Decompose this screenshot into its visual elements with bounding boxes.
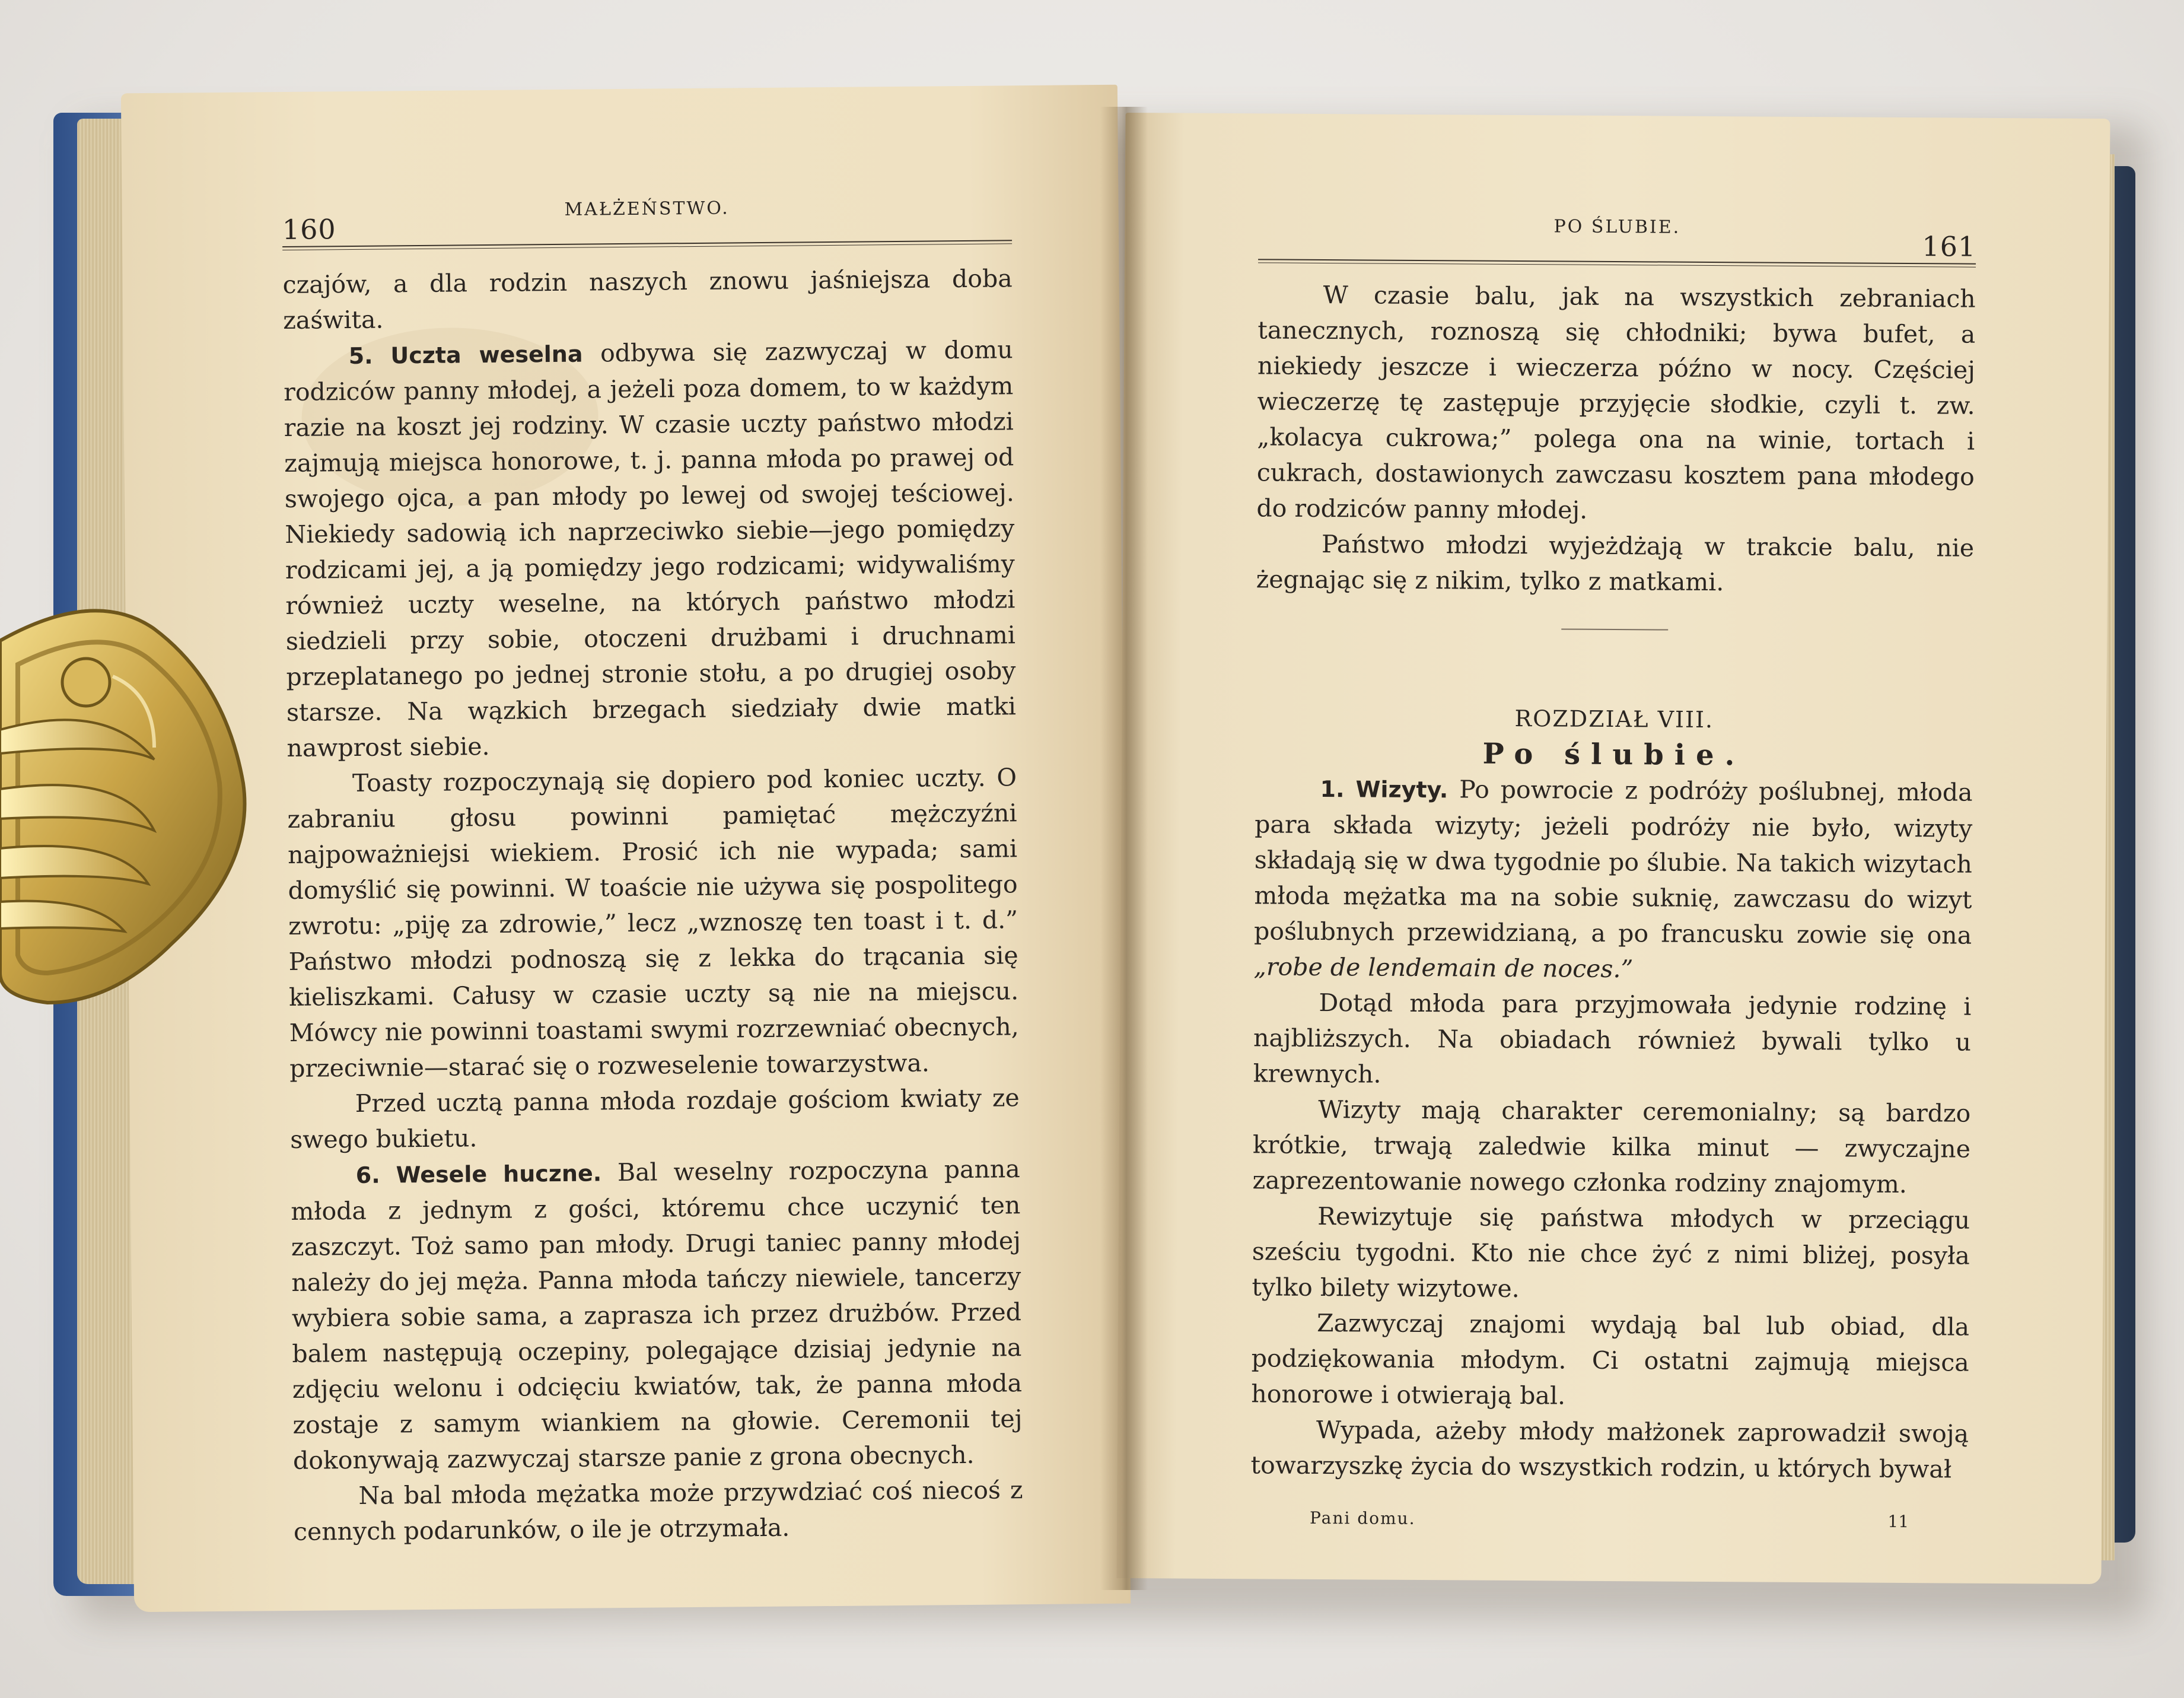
signature-mark: Pani domu. [1309, 1508, 1416, 1528]
section-lead: 1. Wizyty. [1320, 775, 1448, 803]
paragraph: Wizyty mają charakter ceremonialny; są bardzo krótkie, trwają zaledwie kilka minut — zwyczajne zaprezentowanie nowego członka rodziny znajomym. [1252, 1095, 1971, 1199]
left-page-header [282, 183, 1012, 261]
right-page [1116, 113, 2110, 1584]
italic-phrase: „robe de lendemain de noces.” [1253, 952, 1634, 984]
left-running-head: MAŁŻEŃSTWO. [564, 198, 730, 220]
paragraph: W czasie balu, jak na wszystkich zebraniach tanecznych, roznoszą się chłodniki; bywa bufet, a niekiedy jeszcze i wieczerza późno w nocy. Częściej wieczerzę tę zastępuje przyjęcie słodkie, czyli t. zw. „kolacya cukrowa;” polega ona na winie, tortach i cukrach, dostawionych zawczasu kosztem pana młodego do rodziców panny młodej. [1256, 280, 1976, 524]
signature-number: 11 [1887, 1511, 1909, 1532]
paragraph: Wypada, ażeby młody małżonek zaprowadził swoją towarzyszkę życia do wszystkich rodzin, u których bywał [1250, 1415, 1969, 1484]
left-page-body [282, 260, 1023, 1550]
left-page [121, 85, 1131, 1613]
page-footer [1250, 1508, 1968, 1547]
book-gutter [1100, 107, 1148, 1590]
paragraph: Dotąd młoda para przyjmowała jedynie rodzinę i najbliższych. Na obiadach również bywali tylko u krewnych. [1253, 988, 1972, 1089]
paragraph: czajów, a dla rodzin naszych znowu jaśniejsza doba zaświta. [282, 264, 1013, 335]
paragraph: 6. Wesele huczne. Bal weselny rozpoczyna panna młoda z jednym z gości, któremu chce uczynić ten zaszczyt. Toż samo pan młody. Drugi taniec panny młodej należy do jej męża. Panna młoda tańczy niewiele, tancerzy wybiera sobie sama, a zaprasza ich przez drużbów. Przed balem następują oczepiny, polegające dzisiaj jedynie na zdjęciu welonu i odcięciu kwiatów, tak, że panna młoda zostaje z samym wiankiem na głowie. Ceremonii tej dokonywają zazwyczaj starsze panie z grona obecnych. [291, 1155, 1023, 1475]
paragraph: Przed ucztą panna młoda rozdaje gościom kwiaty ze swego bukietu. [290, 1083, 1020, 1154]
right-page-body [1250, 276, 1975, 1487]
paragraph: 5. Uczta weselna odbywa się zazwyczaj w domu rodziców panny młodej, a jeżeli poza domem, to w każdym razie na koszt jej rodziny. W czasie uczty państwo młodzi zajmują miejsca honorowe, t. j. panna młoda po prawej od swojego ojca, a pan młody po lewej od swojej teściowej. Niekiedy sadowią ich naprzeciwko siebie—jego pomiędzy rodzicami jej, a ją pomiędzy jego rodzicami; widywaliśmy również uczty weselne, na których państwo młodzi siedzieli przy sobie, otoczeni drużbami i druchnami przeplatanego po jednej stronie stołu, a po drugiej osoby starsze. Na wązkich brzegach siedziały dwie matki nawprost siebie. [284, 335, 1017, 762]
paragraph: Toasty rozpoczynają się dopiero pod koniec uczty. O zabraniu głosu powinni pamiętać mężczyźni najpoważniejsi wiekiem. Prosić ich nie wypada; sami domyślić się powinni. W toaście nie używa się pospolitego zwrotu: „piję za zdrowie,” lecz „wznoszę ten toast i t. d.” Państwo młodzi podnoszą się z lekka do trącania się kieliszkami. Całusy w czasie uczty są nie na miejscu. Mówcy nie powinni toastami swymi rozrzewniać obecnych, przeciwnie—starać się o rozweselenie towarzystwa. [287, 763, 1019, 1083]
paragraph: Zazwyczaj znajomi wydają bal lub obiad, dla podziękowania młodym. Ci ostatni zajmują miejsca honorowe i otwierają bal. [1251, 1308, 1970, 1410]
chapter-label: ROZDZIAŁ VIII. [1514, 705, 1714, 733]
header-rule [282, 240, 1012, 250]
paragraph: Na bal młoda mężatka może przywdziać coś niecoś z cennych podarunków, o ile je otrzymała. [293, 1476, 1023, 1546]
paragraph: Państwo młodzi wyjeżdżają w trakcie balu, nie żegnając się z nikim, tylko z matkami. [1256, 529, 1975, 597]
section-lead: 6. Wesele huczne. [355, 1160, 602, 1188]
brass-clip-icon [0, 593, 261, 1020]
section-lead: 5. Uczta weselna [348, 341, 583, 370]
right-page-header [1258, 202, 1976, 278]
right-running-head: PO ŚLUBIE. [1553, 216, 1681, 238]
chapter-title: Po ślubie. [1482, 737, 1746, 772]
paragraph: 1. Wizyty. Po powrocie z podróży poślubnej, młoda para składa wizyty; jeżeli podróży nie było, wizyty składają się w dwa tygodnie po ślubie. Na takich wizytach młoda mężatka ma na sobie suknię, zawczasu do wizyt poślubnych przewidzianą, a po francusku zowie się ona „robe de lendemain de noces.” [1253, 775, 1973, 984]
paragraph: Rewizytuje się państwa młodych w przeciągu sześciu tygodni. Kto nie chce żyć z nimi bliżej, posyła tylko bilety wizytowe. [1252, 1201, 1970, 1303]
section-divider [1561, 628, 1668, 630]
right-page-number: 161 [1922, 230, 1976, 263]
left-page-number: 160 [282, 213, 336, 246]
header-rule [1258, 259, 1976, 267]
